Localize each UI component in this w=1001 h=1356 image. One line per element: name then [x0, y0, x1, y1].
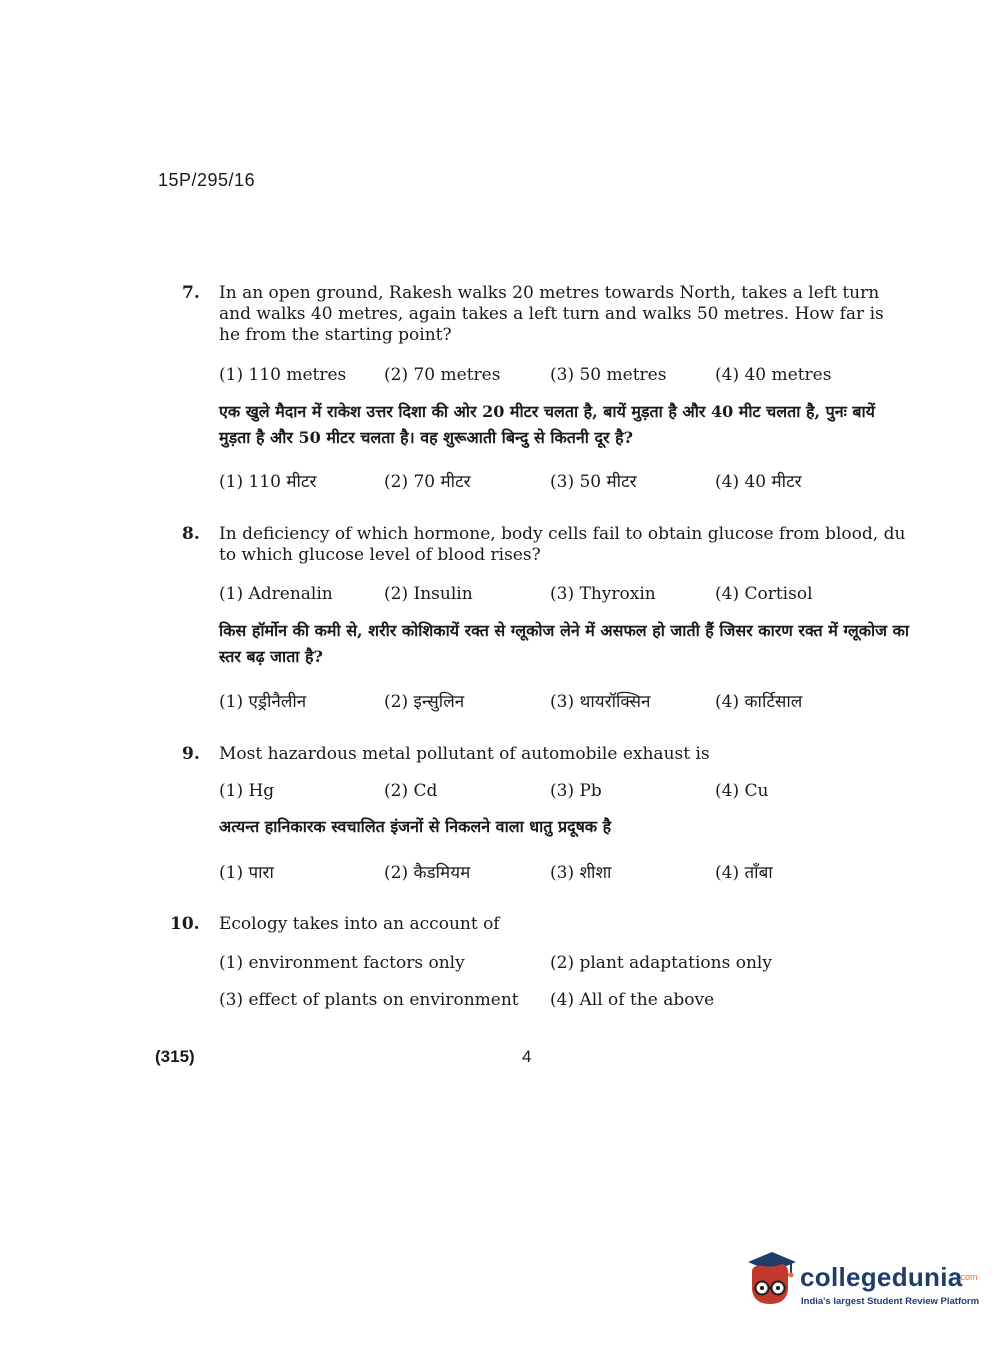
question-8-option-3: (3) Thyroxin: [550, 584, 656, 604]
question-8-option-2: (2) Insulin: [384, 584, 473, 604]
logo-domain: .com: [958, 1272, 978, 1282]
question-10-option-2: (2) plant adaptations only: [550, 953, 772, 973]
question-9-hindi-option-2: (2) कैडमियम: [384, 863, 471, 883]
question-9-text: Most hazardous metal pollutant of automobile exhaust is: [219, 744, 710, 764]
question-10-option-4: (4) All of the above: [550, 990, 715, 1010]
question-7-option-3: (3) 50 metres: [550, 365, 667, 385]
question-8-hindi-text: किस हॉर्मोन की कमी से, शरीर कोशिकायें रक्त से ग्लूकोज लेने में असफल हो जाती हैं जिसर कारण रक्त में ग्लूकोज का स्तर बढ़ जाता है?: [219, 621, 910, 666]
question-7-number: 7.: [182, 283, 200, 303]
page-number: 4: [522, 1047, 532, 1066]
question-8-text: In deficiency of which hormone, body cells fail to obtain glucose from blood, du to which glucose level of blood rises?: [219, 524, 906, 565]
question-7-option-1: (1) 110 metres: [219, 365, 347, 385]
question-7-text: In an open ground, Rakesh walks 20 metres towards North, takes a left turn and walks 40 metres, again takes a left turn and walks 50 metres. How far is he from the starting point?: [219, 283, 884, 345]
question-10-number: 10.: [170, 914, 200, 934]
paper-code: 15P/295/16: [158, 170, 256, 190]
question-7-option-2: (2) 70 metres: [384, 365, 501, 385]
question-7-hindi-option-4: (4) 40 मीटर: [715, 472, 802, 492]
question-7-option-4: (4) 40 metres: [715, 365, 832, 385]
question-7-hindi-option-2: (2) 70 मीटर: [384, 472, 471, 492]
question-8-option-4: (4) Cortisol: [715, 584, 813, 604]
question-9-hindi-option-3: (3) शीशा: [550, 863, 612, 883]
collegedunia-logo-icon: [742, 1248, 800, 1314]
question-9-option-1: (1) Hg: [219, 781, 275, 801]
question-9-hindi-option-4: (4) ताँबा: [715, 863, 773, 883]
question-7-hindi-text: एक खुले मैदान में राकेश उत्तर दिशा की ओर 20 मीटर चलता है, बायें मुड़ता है और 40 मीट चलता है, पुनः बायें मुड़ता है और 50 मीटर चलता है। वह शुरूआती बिन्दु से कितनी दूर है?: [219, 402, 875, 447]
question-7-hindi-option-1: (1) 110 मीटर: [219, 472, 317, 492]
question-10-text: Ecology takes into an account of: [219, 914, 500, 934]
question-8-hindi-option-4: (4) कार्टिसाल: [715, 692, 803, 712]
question-8-option-1: (1) Adrenalin: [219, 584, 333, 604]
question-9-hindi-text: अत्यन्त हानिकारक स्वचालित इंजनों से निकलने वाला धातु प्रदूषक है: [219, 817, 612, 836]
question-10-option-3: (3) effect of plants on environment: [219, 990, 519, 1010]
question-8-hindi-option-2: (2) इन्सुलिन: [384, 692, 465, 712]
question-7-hindi-option-3: (3) 50 मीटर: [550, 472, 637, 492]
question-8-hindi-option-1: (1) एड्रीनैलीन: [219, 692, 307, 712]
question-9-option-3: (3) Pb: [550, 781, 602, 801]
question-9-option-4: (4) Cu: [715, 781, 769, 801]
question-8-number: 8.: [182, 524, 200, 544]
question-10-option-1: (1) environment factors only: [219, 953, 465, 973]
logo-name: collegedunia: [800, 1262, 963, 1292]
question-8-hindi-option-3: (3) थायरॉक्सिन: [550, 692, 651, 712]
question-9-hindi-option-1: (1) पारा: [219, 863, 274, 883]
question-9-number: 9.: [182, 744, 200, 764]
question-9-option-2: (2) Cd: [384, 781, 438, 801]
logo-tagline: India's largest Student Review Platform: [801, 1296, 980, 1307]
footer-code: (315): [155, 1047, 195, 1066]
